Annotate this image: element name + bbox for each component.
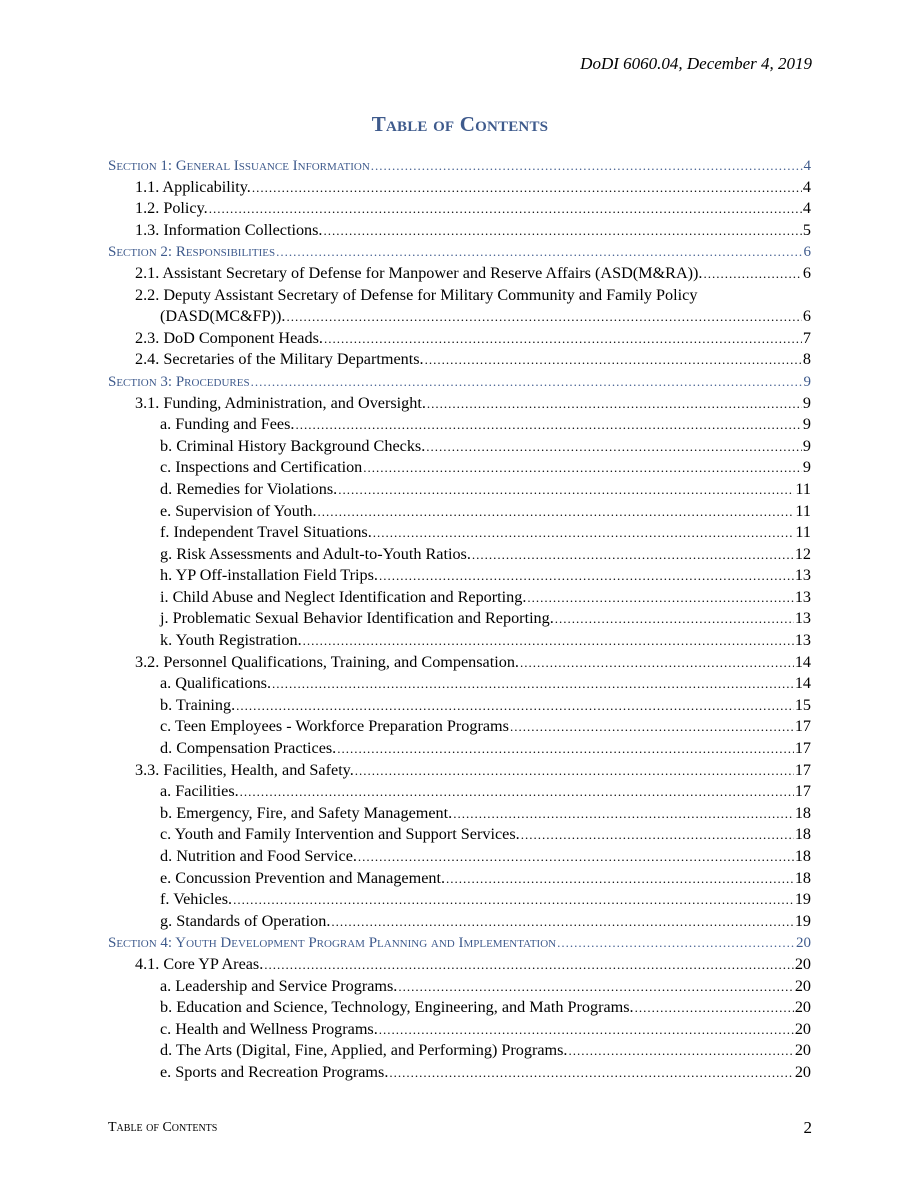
dot-leader [363,457,802,479]
toc-entry-label: Section 3: Procedures [108,373,250,390]
toc-entry-link[interactable] [108,479,811,501]
toc-entry-link[interactable] [108,198,811,220]
toc-entry-label: f. Independent Travel Situations. [160,523,372,542]
dot-leader [472,544,794,566]
toc-entry-label: Section 4: Youth Development Program Planning and Implementation [108,935,557,952]
toc-entry-label: c. Inspections and Certification [160,458,363,477]
toc-page-number: 11 [795,501,811,520]
toc-entry-link[interactable] [108,501,811,523]
dot-leader [318,501,795,523]
toc-page-number: 9 [802,393,811,412]
dot-leader [337,738,794,760]
dot-leader [233,889,794,911]
toc-page-number: 20 [794,1041,811,1060]
toc-entry-label: 2.1. Assistant Secretary of Defense for Manpower and Reserve Affairs (ASD(M&RA)). [135,263,703,282]
toc-entry-label: j. Problematic Sexual Behavior Identification and Reporting. [160,609,554,628]
toc-entry-link[interactable] [108,630,811,652]
toc-entry-link[interactable] [108,695,811,717]
dot-leader [303,630,794,652]
toc-entry-link[interactable] [108,781,811,803]
dot-leader [398,976,793,998]
toc-entry-link[interactable] [108,716,811,738]
toc-page-number: 7 [802,328,811,347]
footer-section-label: Table of Contents [108,1120,218,1135]
toc-entry-label: e. Concussion Prevention and Management. [160,868,446,887]
toc-section-link[interactable] [108,371,811,393]
toc-section-link[interactable] [108,241,811,263]
toc-page-number: 19 [794,911,811,930]
toc-page-number: 17 [794,760,811,779]
toc-entry-link[interactable] [108,1040,811,1062]
toc-page-number: 6 [803,244,811,261]
toc-entry-label: 3.3. Facilities, Health, and Safety. [135,760,354,779]
toc-entry-label: h. YP Off-installation Field Trips. [160,566,378,585]
toc-entry-label: a. Facilities. [160,782,239,801]
toc-entry-label: k. Youth Registration. [160,631,302,650]
dot-leader [323,220,801,242]
dot-leader [295,414,801,436]
toc-entry-link[interactable] [108,177,811,199]
toc-entry-link[interactable] [108,328,811,350]
toc-entry-link[interactable] [108,911,811,933]
toc-page-number: 17 [794,739,811,758]
toc-entry-label: 3.1. Funding, Administration, and Oversight. [135,393,426,412]
toc-entry-link[interactable] [108,738,811,760]
dot-leader [286,306,801,328]
toc-page-number: 20 [794,1062,811,1081]
toc-entry-link[interactable] [108,760,811,782]
toc-entry-link[interactable] [108,565,811,587]
toc-section-link[interactable] [108,932,811,954]
dot-leader [520,652,794,674]
toc-entry-label: Section 1: General Issuance Information [108,158,370,174]
toc-entry-label: d. The Arts (Digital, Fine, Applied, and Performing) Programs. [160,1041,568,1060]
toc-entry-link[interactable] [108,285,811,307]
dot-leader [557,932,795,954]
toc-section-link[interactable] [108,155,811,177]
toc-page-number: 20 [794,1019,811,1038]
toc-page-number: 15 [794,695,811,714]
toc-entry-label: 4.1. Core YP Areas. [135,954,264,973]
toc-page-number: 20 [796,935,811,952]
toc-page-number: 5 [802,220,811,239]
dot-leader [355,760,794,782]
toc-entry-link[interactable] [108,652,811,674]
toc-entry-label: i. Child Abuse and Neglect Identification and Reporting. [160,587,527,606]
dot-leader [338,479,794,501]
toc-entry-link[interactable] [108,393,811,415]
dot-leader [568,1040,793,1062]
toc-entry-label: d. Remedies for Violations. [160,479,338,498]
toc-entry-link[interactable] [108,803,811,825]
toc-entry-label: 2.3. DoD Component Heads. [135,328,323,347]
toc-entry-label: d. Nutrition and Food Service. [160,847,357,865]
toc-page-number: 18 [794,803,811,822]
toc-entry-link[interactable] [108,868,811,890]
toc-entry-link[interactable] [108,587,811,609]
toc-page-number: 9 [803,373,811,390]
toc-entry-label: e. Supervision of Youth. [160,501,317,520]
toc-entry-link[interactable] [108,349,811,371]
toc-entry-link[interactable] [108,457,811,479]
dot-leader [379,1019,794,1041]
toc-entry-label: 1.1. Applicability. [135,177,251,196]
toc-entry-link[interactable] [108,976,811,998]
toc-entry-label: g. Standards of Operation. [160,911,331,930]
toc-entry-link[interactable] [108,846,811,868]
toc-page-number: 18 [794,868,811,887]
toc-entry-link[interactable] [108,436,811,458]
dot-leader [358,846,794,868]
dot-leader [272,673,794,695]
dot-leader [236,695,794,717]
document-reference: DoDI 6060.04, December 4, 2019 [580,54,812,73]
toc-entry-continuation[interactable] [108,306,811,328]
toc-entry-link[interactable] [108,220,811,242]
dot-leader [426,436,802,458]
dot-leader [510,716,794,738]
toc-page-number: 20 [794,954,811,973]
toc-entry-link[interactable] [108,263,811,285]
toc-entry-label: 1.3. Information Collections. [135,220,323,239]
toc-entry-link[interactable] [108,997,811,1019]
toc-entry-link[interactable] [108,608,811,630]
toc-entry-label: c. Health and Wellness Programs. [160,1019,378,1038]
toc-entry-link[interactable] [108,954,811,976]
toc-page-number: 11 [795,523,811,542]
toc-entry-label-continuation: (DASD(MC&FP)). [160,307,286,326]
dot-leader [635,997,794,1019]
toc-entry-label: 1.2. Policy. [135,199,208,218]
toc-page-number: 13 [794,566,811,585]
toc-page-number: 11 [795,479,811,498]
dot-leader [251,371,803,393]
dot-leader [453,803,794,825]
dot-leader [240,781,794,803]
toc-entry-label: 2.2. Deputy Assistant Secretary of Defense for Military Community and Family Policy [135,285,698,304]
dot-leader [324,328,802,350]
toc-page-number: 4 [802,199,811,218]
toc-page-number: 8 [802,350,811,369]
toc-page-number: 13 [794,631,811,650]
dot-leader [276,241,802,263]
toc-entry-label: Section 2: Responsibilities [108,244,276,261]
toc-entry-link[interactable] [108,824,811,846]
toc-entry-label: d. Compensation Practices. [160,739,337,758]
toc-entry-link[interactable] [108,414,811,436]
toc-entry-label: a. Funding and Fees. [160,415,295,434]
dot-leader [527,587,793,609]
dot-leader [389,1062,793,1084]
toc-entry-label: a. Leadership and Service Programs. [160,976,398,995]
dot-leader [264,954,794,976]
toc-entry-label: b. Emergency, Fire, and Safety Management. [160,803,453,822]
dot-leader [446,868,794,890]
toc-entry-label: a. Qualifications. [160,674,272,693]
dot-leader [425,349,802,371]
toc-entry-label: g. Risk Assessments and Adult-to-Youth Ratios. [160,544,471,563]
toc-entry-link[interactable] [108,1019,811,1041]
toc-page-number: 13 [794,587,811,606]
toc-page-number: 17 [794,782,811,801]
dot-leader [373,522,795,544]
toc-entry-link[interactable] [108,1062,811,1084]
toc-page-number: 19 [794,890,811,909]
toc-page-number: 13 [794,609,811,628]
dot-leader [252,177,802,199]
toc-page-number: 9 [802,458,811,477]
dot-leader [331,911,793,933]
toc-page-number: 9 [802,436,811,455]
toc-entry-link[interactable] [108,544,811,566]
toc-entry-label: b. Training. [160,695,236,714]
toc-page-number: 17 [794,717,811,736]
toc-entry-link[interactable] [108,889,811,911]
toc-entry-label: 2.4. Secretaries of the Military Departments. [135,350,424,369]
toc-entry-link[interactable] [108,522,811,544]
dot-leader [209,198,802,220]
toc-page-number: 18 [794,847,811,865]
toc-entry-link[interactable] [108,673,811,695]
toc-entry-label: 3.2. Personnel Qualifications, Training, and Compensation. [135,652,519,671]
toc-page-number: 18 [794,825,811,844]
toc-page-number: 14 [794,652,811,671]
toc-page-number: 4 [803,158,811,174]
toc-entry-label: f. Vehicles. [160,890,233,909]
toc-page-number: 9 [802,415,811,434]
toc-page-number: 20 [794,998,811,1017]
toc-entry-label: c. Youth and Family Intervention and Support Services. [160,825,520,844]
dot-leader [703,263,801,285]
toc-page-number: 6 [802,263,811,282]
table-of-contents [108,155,811,1084]
page-title: Table of Contents [371,112,549,136]
toc-page-number: 12 [794,544,811,563]
toc-page-number: 20 [794,976,811,995]
toc-page-number: 6 [802,307,811,326]
dot-leader [427,393,802,415]
toc-page-number: 14 [794,674,811,693]
toc-entry-label: b. Education and Science, Technology, Engineering, and Math Programs. [160,998,634,1017]
dot-leader [521,824,794,846]
dot-leader [379,565,794,587]
footer-page-number: 2 [803,1118,812,1137]
dot-leader [371,155,803,177]
toc-entry-label: b. Criminal History Background Checks. [160,436,426,455]
dot-leader [555,608,794,630]
toc-entry-label: e. Sports and Recreation Programs. [160,1062,389,1081]
toc-page-number: 4 [802,177,811,196]
toc-entry-label: c. Teen Employees - Workforce Preparation Programs [160,717,509,736]
